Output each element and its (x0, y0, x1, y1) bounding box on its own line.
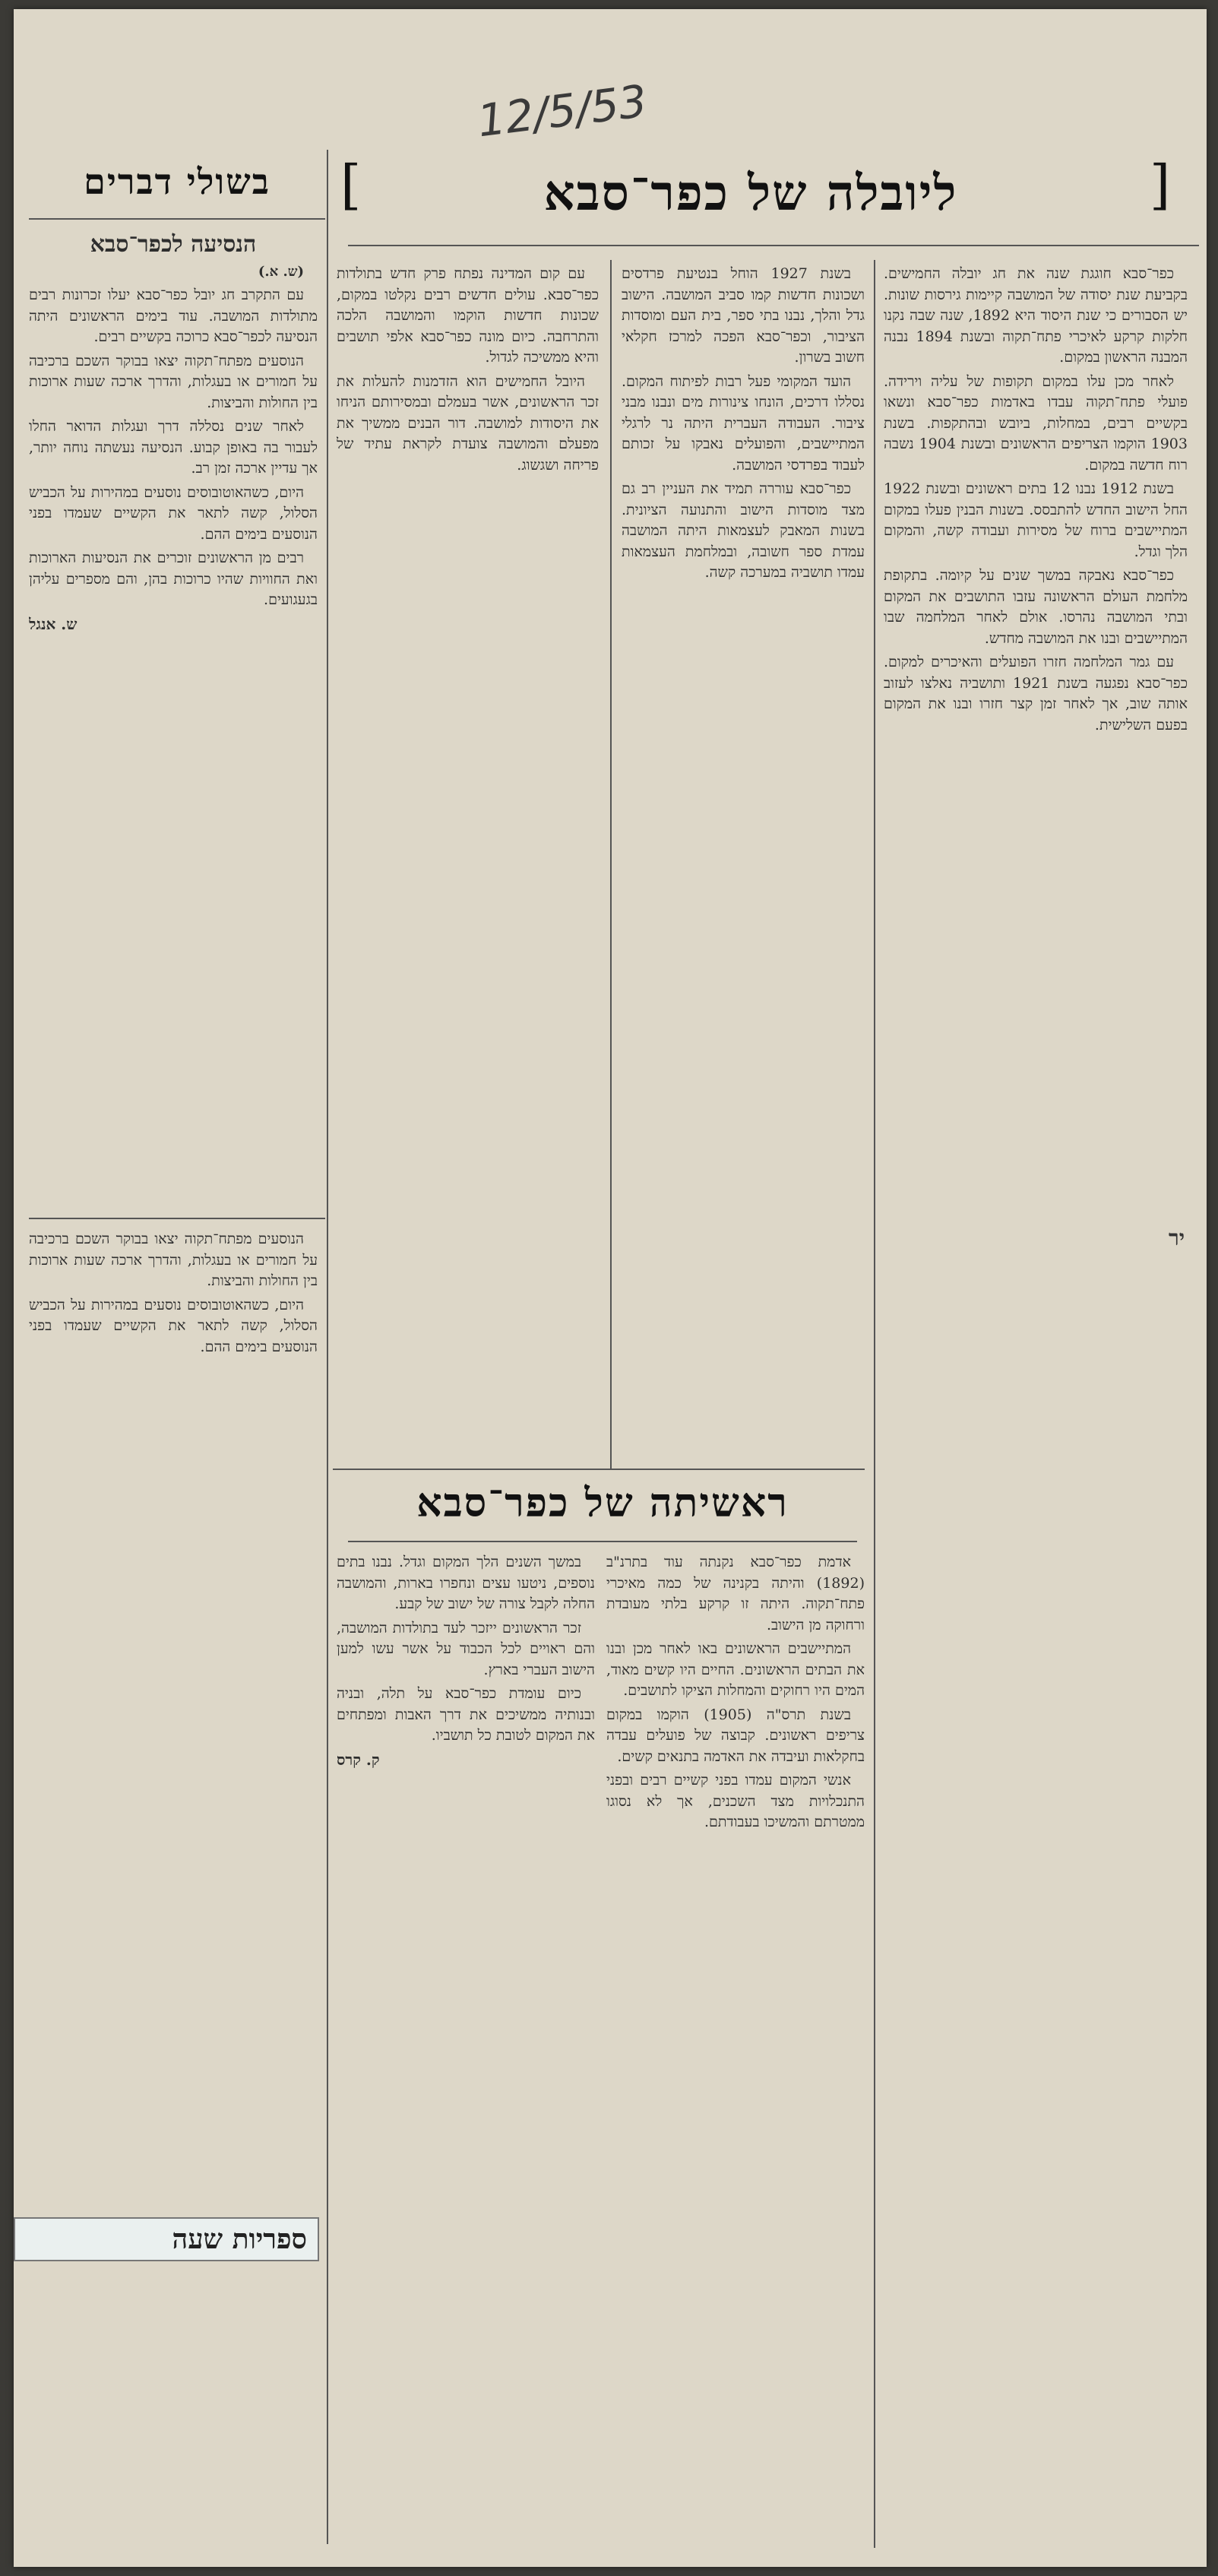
side-headline-rule (29, 218, 325, 220)
main-article-column-3: עם קום המדינה נפתח פרק חדש בתולדות כפר־סבא. עולים חדשים רבים נקלטו במקום, שכונות חדשות הוקמו והמושבה הלכה והתרחבה. כיום מונה כפר־סבא אלפי תושבים והיא ממשיכה לגדול. היובל החמישים הוא הזדמנות להעלות את זכר הראשונים, אשר בעמלם ובמסירותם הניחו את היסודות למושבה. דור הבנים ממשיך את מפעלם והמושבה צועדת לקראת עתיד של פריחה ושגשוג. (337, 265, 599, 474)
side-headline: בשולי דברים (84, 161, 270, 202)
middle-headline-rule (348, 1541, 857, 1542)
side-column-signature: ש. אנגל (29, 614, 78, 633)
side-column: הנסיעה לכפר־סבא (ש. א.) עם התקרב חג יובל כפר־סבא יעלו זכרונות רבים מתולדות המושבה. עוד בימים הראשונים היתה הנסיעה לכפר־סבא כרוכה בקשיים רבים. הנוסעים מפתח־תקוה יצאו בבוקר השכם ברכיבה על חמורים או בעגלות, והדרך ארכה שעות ארוכות בין החולות והביצות. לאחר שנים נסללה דרך ועגלות הדואר החלו לעבור בה באופן קבוע. הנסיעה נעשתה נוחה יותר, אך עדיין ארכה זמן רב. היום, כשהאוטובוסים נוסעים במהירות על הכביש הסלול, קשה לתאר את הקשיים שעמדו בפני הנוסעים בימים ההם. רבים מן הראשונים זוכרים את הנסיעות הארוכות ואת החוויות שהיו כרוכות בהן, והם מספרים עליהן בגעגועים. ש. אנגל (29, 230, 318, 1210)
headline-rule (348, 245, 1199, 246)
main-headline: ליובלה של כפר־סבא (543, 165, 958, 222)
middle-article-signature: ק. קרס (337, 1750, 380, 1769)
column-rule (610, 260, 612, 1469)
newspaper-clipping (14, 9, 1207, 2567)
headline-bracket-left: [ (340, 154, 362, 216)
main-article-column-2: בשנת 1927 הוחל בנטיעת פרדסים ושכונות חדשות קמו סביב המושבה. הישוב גדל והלך, נבנו בתי ספר, בית העם ומוסדות הציבור, וכפר־סבא הפכה למרכז חקלאי חשוב בשרון. הועד המקומי פעל רבות לפיתוח המקום. נסללו דרכים, הונחו צינורות מים ונבנו מבני ציבור. העבודה העברית היתה נר לרגלי המתיישבים, והפועלים נאבקו על זכותם לעבוד בפרדסי המושבה. כפר־סבא עוררה תמיד את העניין רב גם מצד מוסדות הישוב והתנועה הציונית. בשנות המאבק לעצמאות היתה המושבה עמדת ספר חשובה, ובמלחמת העצמאות עמדו תושביה במערכה קשה. (622, 265, 865, 581)
middle-article-column-2: במשך השנים הלך המקום וגדל. נבנו בתים נוספים, ניטעו עצים ונחפרו בארות, והמושבה החלה לקבל צורה של ישוב של קבע. זכר הראשונים ייזכר לעד בתולדות המושבה, והם ראויים לכל הכבוד על אשר עשו למען הישוב העברי בארץ. כיום עומדת כפר־סבא על תלה, ובניה ובנותיה ממשיכים את דרך האבות ומפתחים את המקום לטובת כל תושביו. ק. קרס (337, 1552, 595, 2533)
middle-article-column-1: אדמת כפר־סבא נקנתה עוד בתרנ"ב (1892) והיתה בקנינה של כמה מאיכרי פתח־תקוה. היתה זו קרקע בלתי מעובדת ורחוקה מן הישוב. המתיישבים הראשונים באו לאחר מכן ובנו את הבתים הראשונים. החיים היו קשים מאוד, המים היו רחוקים והמחלות הציקו לתושבים. בשנת תרס"ה (1905) הוקמו במקום צריפים ראשונים. קבוצה של פועלים עבדה בחקלאות ועיבדה את האדמה בתנאים קשים. אנשי המקום עמדו בפני קשיים רבים ובפני התנכלויות מצד השכנים, אך לא נסוגו ממטרתם והמשיכו בעבודתם. (606, 1554, 865, 1830)
side-column-heading: הנסיעה לכפר־סבא (90, 231, 257, 258)
bottom-strip: ספריות שעה (14, 2217, 319, 2261)
date-stamp: 12/5/53 (474, 74, 650, 147)
edge-fragment: יר (1169, 1225, 1185, 1250)
side-column-lower: הנוסעים מפתח־תקוה יצאו בבוקר השכם ברכיבה על חמורים או בעגלות, והדרך ארכה שעות ארוכות בין החולות והביצות. היום, כשהאוטובוסים נוסעים במהירות על הכביש הסלול, קשה לתאר את הקשיים שעמדו בפני הנוסעים בימים ההם. (29, 1231, 318, 1355)
side-column-byline: (ש. א.) (258, 263, 304, 280)
headline-bracket-right: ] (1150, 154, 1171, 216)
column-rule (327, 150, 328, 2544)
side-column-rule (29, 1218, 325, 1219)
column-rule (874, 260, 875, 2548)
main-article-column-1: כפר־סבא חוגגת שנה את חג יובלה החמישים. בקביעת שנת יסודה של המושבה קיימות גירסות שונות. יש הסבורים כי שנת היסוד היא 1892, שנה שבה נקנו חלקות קרקע לאיכרי פתח־תקוה ובשנת 1894 נבנה המבנה הראשון במקום. לאחר מכן עלו במקום תקופות של עליה וירידה. פועלי פתח־תקוה עבדו באדמות כפר־סבא ונשאו בקשיים רבים, במחלות, ביובש ובהתקפות. בשנת 1903 הוקמו הצריפים הראשונים ובשנת 1904 נשבה רוח חדשה במקום. בשנת 1912 נבנו 12 בתים ראשונים ובשנת 1922 החל הישוב החדש להתבסס. בשנות הבנין פעלו במקום המתיישבים ברוח של מסירות ועבודה קשה, והמקום הלך וגדל. כפר־סבא נאבקה במשך שנים על קיומה. בתקופת מלחמת העולם הראשונה עזבו התושבים את המקום ובתי המושבה נהרסו. אולם לאחר המלחמה שבו המתיישבים ובנו את המושבה מחדש. עם גמר המלחמה חזרו הפועלים והאיכרים למקום. כפר־סבא נפגעה בשנת 1921 ותושביה נאלצו לעזוב אותה שוב, אך לאחר זמן קצר חזרו ובנו את המקום בפעם השלישית. (884, 265, 1188, 734)
middle-headline: ראשיתה של כפר־סבא (416, 1480, 789, 1526)
middle-article-rule (333, 1469, 865, 1470)
